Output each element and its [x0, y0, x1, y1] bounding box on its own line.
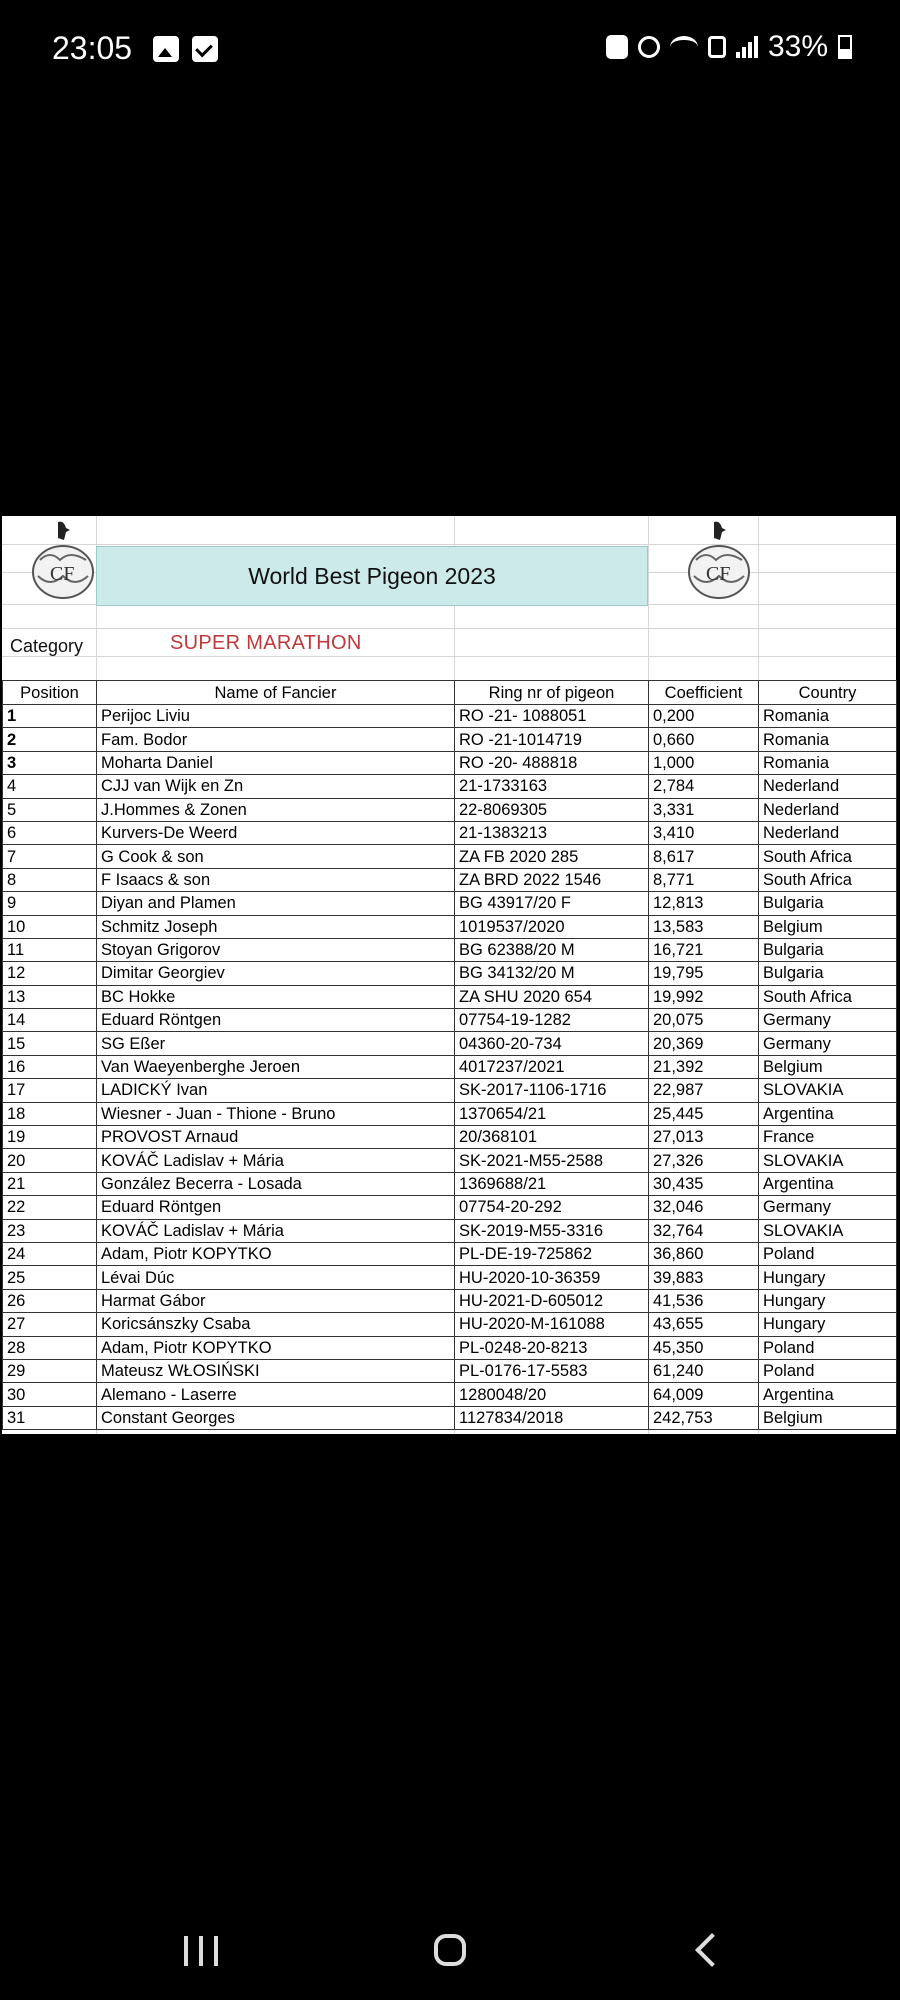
cell-coefficient: 41,536 — [649, 1289, 759, 1312]
cell-country: South Africa — [759, 868, 897, 891]
cell-fancier-name: BC Hokke — [97, 985, 455, 1008]
cell-fancier-name: G Cook & son — [97, 845, 455, 868]
cell-position: 28 — [3, 1336, 97, 1359]
cell-fancier-name: Dimitar Georgiev — [97, 962, 455, 985]
table-row — [3, 1032, 897, 1055]
cell-coefficient: 3,410 — [649, 821, 759, 844]
cell-ring-number: 1369688/21 — [455, 1172, 649, 1195]
cell-ring-number: HU-2020-10-36359 — [455, 1266, 649, 1289]
cell-country: Nederland — [759, 821, 897, 844]
table-row — [3, 798, 897, 821]
cell-coefficient: 242,753 — [649, 1406, 759, 1429]
cell-ring-number: ZA FB 2020 285 — [455, 845, 649, 868]
cell-ring-number: 21-1733163 — [455, 775, 649, 798]
table-row — [3, 1266, 897, 1289]
col-header-ring: Ring nr of pigeon — [455, 681, 649, 705]
cell-ring-number: BG 62388/20 M — [455, 938, 649, 961]
status-time: 23:05 — [52, 30, 133, 66]
cell-country: Poland — [759, 1359, 897, 1382]
cell-country: Belgium — [759, 915, 897, 938]
col-header-position: Position — [3, 681, 97, 705]
cell-fancier-name: KOVÁČ Ladislav + Mária — [97, 1219, 455, 1242]
cell-ring-number: SK-2017-1106-1716 — [455, 1079, 649, 1102]
cell-country: SLOVAKIA — [759, 1219, 897, 1242]
cell-ring-number: HU-2021-D-605012 — [455, 1289, 649, 1312]
table-body — [3, 705, 897, 1430]
table-row — [3, 1079, 897, 1102]
cell-ring-number: SK-2019-M55-3316 — [455, 1219, 649, 1242]
col-header-country: Country — [759, 681, 897, 705]
svg-text:CF: CF — [706, 563, 731, 585]
cell-ring-number: 22-8069305 — [455, 798, 649, 821]
col-header-coefficient: Coefficient — [649, 681, 759, 705]
cell-position: 9 — [3, 892, 97, 915]
cell-position: 31 — [3, 1406, 97, 1429]
cell-position: 21 — [3, 1172, 97, 1195]
table-row — [3, 892, 897, 915]
cell-position: 3 — [3, 751, 97, 774]
cell-country: Poland — [759, 1242, 897, 1265]
ranking-table — [2, 680, 897, 1430]
battery-percent: 33% — [767, 30, 828, 63]
cell-fancier-name: Diyan and Plamen — [97, 892, 455, 915]
table-row — [3, 705, 897, 728]
cell-country: Romania — [759, 751, 897, 774]
cell-country: SLOVAKIA — [759, 1149, 897, 1172]
cell-ring-number: ZA BRD 2022 1546 — [455, 868, 649, 891]
cell-position: 13 — [3, 985, 97, 1008]
cell-position: 2 — [3, 728, 97, 751]
cell-country: South Africa — [759, 985, 897, 1008]
table-row — [3, 1242, 897, 1265]
status-right-cluster — [606, 30, 852, 64]
cell-country: Hungary — [759, 1289, 897, 1312]
table-row — [3, 1219, 897, 1242]
cell-country: Poland — [759, 1336, 897, 1359]
alarm-icon — [638, 36, 660, 58]
cell-country: Argentina — [759, 1172, 897, 1195]
cell-ring-number: HU-2020-M-161088 — [455, 1313, 649, 1336]
cell-position: 1 — [3, 705, 97, 728]
table-row — [3, 1336, 897, 1359]
cell-ring-number: RO -21-1014719 — [455, 728, 649, 751]
cell-country: South Africa — [759, 845, 897, 868]
table-row — [3, 845, 897, 868]
cell-fancier-name: Adam, Piotr KOPYTKO — [97, 1242, 455, 1265]
cell-position: 17 — [3, 1079, 97, 1102]
cell-fancier-name: Van Waeyenberghe Jeroen — [97, 1055, 455, 1078]
cell-fancier-name: Wiesner - Juan - Thione - Bruno — [97, 1102, 455, 1125]
cell-coefficient: 8,771 — [649, 868, 759, 891]
cell-ring-number: RO -21- 1088051 — [455, 705, 649, 728]
category-value: SUPER MARATHON — [170, 632, 362, 654]
cell-coefficient: 2,784 — [649, 775, 759, 798]
cell-position: 10 — [3, 915, 97, 938]
cell-ring-number: PL-0176-17-5583 — [455, 1359, 649, 1382]
cell-country: Nederland — [759, 775, 897, 798]
cell-fancier-name: F Isaacs & son — [97, 868, 455, 891]
cell-coefficient: 30,435 — [649, 1172, 759, 1195]
cell-country: Germany — [759, 1009, 897, 1032]
cell-ring-number: 21-1383213 — [455, 821, 649, 844]
spreadsheet-image — [2, 516, 896, 1434]
table-row — [3, 1009, 897, 1032]
table-row — [3, 1359, 897, 1382]
cell-position: 26 — [3, 1289, 97, 1312]
cell-fancier-name: Harmat Gábor — [97, 1289, 455, 1312]
cell-fancier-name: Perijoc Liviu — [97, 705, 455, 728]
cell-country: Argentina — [759, 1102, 897, 1125]
cell-fancier-name: Stoyan Grigorov — [97, 938, 455, 961]
navigation-bar — [0, 1900, 900, 2000]
cell-country: SLOVAKIA — [759, 1079, 897, 1102]
cell-ring-number: 07754-19-1282 — [455, 1009, 649, 1032]
cell-position: 22 — [3, 1196, 97, 1219]
cell-coefficient: 20,369 — [649, 1032, 759, 1055]
cell-ring-number: 04360-20-734 — [455, 1032, 649, 1055]
cell-position: 23 — [3, 1219, 97, 1242]
federation-logo-left — [28, 520, 98, 602]
cell-coefficient: 27,326 — [649, 1149, 759, 1172]
cell-coefficient: 36,860 — [649, 1242, 759, 1265]
cell-coefficient: 8,617 — [649, 845, 759, 868]
cell-fancier-name: Eduard Röntgen — [97, 1009, 455, 1032]
cell-ring-number: 4017237/2021 — [455, 1055, 649, 1078]
signal-icon — [736, 36, 758, 58]
table-row — [3, 1383, 897, 1406]
cell-coefficient: 16,721 — [649, 938, 759, 961]
table-row — [3, 1196, 897, 1219]
table-row — [3, 1406, 897, 1429]
cell-fancier-name: Mateusz WŁOSIŃSKI — [97, 1359, 455, 1382]
cell-country: Argentina — [759, 1383, 897, 1406]
cell-fancier-name: PROVOST Arnaud — [97, 1126, 455, 1149]
cell-coefficient: 19,992 — [649, 985, 759, 1008]
cell-position: 6 — [3, 821, 97, 844]
cell-country: Hungary — [759, 1313, 897, 1336]
cell-ring-number: 1019537/2020 — [455, 915, 649, 938]
cell-country: Romania — [759, 728, 897, 751]
table-row — [3, 1313, 897, 1336]
cell-ring-number: RO -20- 488818 — [455, 751, 649, 774]
cell-position: 5 — [3, 798, 97, 821]
cell-coefficient: 32,046 — [649, 1196, 759, 1219]
cell-country: Romania — [759, 705, 897, 728]
table-row — [3, 751, 897, 774]
cell-coefficient: 13,583 — [649, 915, 759, 938]
back-button[interactable] — [695, 1933, 729, 1967]
cell-fancier-name: J.Hommes & Zonen — [97, 798, 455, 821]
cell-country: Bulgaria — [759, 962, 897, 985]
table-row — [3, 775, 897, 798]
cell-ring-number: BG 34132/20 M — [455, 962, 649, 985]
cell-position: 4 — [3, 775, 97, 798]
cell-position: 20 — [3, 1149, 97, 1172]
cell-ring-number: 1370654/21 — [455, 1102, 649, 1125]
table-row — [3, 915, 897, 938]
cell-position: 25 — [3, 1266, 97, 1289]
table-header-row — [3, 681, 897, 705]
cell-position: 18 — [3, 1102, 97, 1125]
status-bar — [0, 0, 900, 100]
cell-fancier-name: LADICKÝ Ivan — [97, 1079, 455, 1102]
cell-coefficient: 61,240 — [649, 1359, 759, 1382]
cell-fancier-name: González Becerra - Losada — [97, 1172, 455, 1195]
svg-text:CF: CF — [50, 563, 75, 585]
cell-fancier-name: Schmitz Joseph — [97, 915, 455, 938]
cell-position: 7 — [3, 845, 97, 868]
cell-coefficient: 45,350 — [649, 1336, 759, 1359]
cell-position: 11 — [3, 938, 97, 961]
cell-ring-number: ZA SHU 2020 654 — [455, 985, 649, 1008]
cell-fancier-name: Fam. Bodor — [97, 728, 455, 751]
cell-fancier-name: Koricsánszky Csaba — [97, 1313, 455, 1336]
cell-coefficient: 21,392 — [649, 1055, 759, 1078]
check-icon — [192, 36, 218, 62]
table-row — [3, 1102, 897, 1125]
table-row — [3, 985, 897, 1008]
wifi-icon — [670, 36, 698, 58]
call-icon — [708, 36, 726, 58]
cell-coefficient: 25,445 — [649, 1102, 759, 1125]
cell-ring-number: BG 43917/20 F — [455, 892, 649, 915]
cell-country: France — [759, 1126, 897, 1149]
cell-country: Belgium — [759, 1406, 897, 1429]
image-icon — [153, 36, 179, 62]
table-row — [3, 962, 897, 985]
table-row — [3, 1126, 897, 1149]
table-row — [3, 1149, 897, 1172]
cell-fancier-name: Alemano - Laserre — [97, 1383, 455, 1406]
table-row — [3, 821, 897, 844]
cell-position: 19 — [3, 1126, 97, 1149]
cell-country: Belgium — [759, 1055, 897, 1078]
battery-icon — [838, 35, 852, 59]
cell-coefficient: 27,013 — [649, 1126, 759, 1149]
cell-fancier-name: KOVÁČ Ladislav + Mária — [97, 1149, 455, 1172]
cell-coefficient: 0,200 — [649, 705, 759, 728]
cell-coefficient: 64,009 — [649, 1383, 759, 1406]
cell-position: 24 — [3, 1242, 97, 1265]
table-row — [3, 868, 897, 891]
table-row — [3, 728, 897, 751]
cell-position: 8 — [3, 868, 97, 891]
cell-coefficient: 43,655 — [649, 1313, 759, 1336]
table-row — [3, 938, 897, 961]
cell-fancier-name: Kurvers-De Weerd — [97, 821, 455, 844]
cell-position: 12 — [3, 962, 97, 985]
cell-position: 30 — [3, 1383, 97, 1406]
cell-fancier-name: Lévai Dúc — [97, 1266, 455, 1289]
cell-ring-number: PL-0248-20-8213 — [455, 1336, 649, 1359]
cell-fancier-name: Eduard Röntgen — [97, 1196, 455, 1219]
cell-ring-number: 07754-20-292 — [455, 1196, 649, 1219]
cell-fancier-name: Constant Georges — [97, 1406, 455, 1429]
cell-country: Bulgaria — [759, 938, 897, 961]
cell-country: Hungary — [759, 1266, 897, 1289]
home-button[interactable] — [434, 1934, 466, 1966]
cell-coefficient: 39,883 — [649, 1266, 759, 1289]
cell-fancier-name: CJJ van Wijk en Zn — [97, 775, 455, 798]
cell-position: 27 — [3, 1313, 97, 1336]
cell-ring-number: 20/368101 — [455, 1126, 649, 1149]
cell-fancier-name: SG Eßer — [97, 1032, 455, 1055]
cell-ring-number: 1280048/20 — [455, 1383, 649, 1406]
cell-coefficient: 20,075 — [649, 1009, 759, 1032]
cell-fancier-name: Adam, Piotr KOPYTKO — [97, 1336, 455, 1359]
sheet-title: World Best Pigeon 2023 — [96, 546, 648, 606]
cell-country: Germany — [759, 1196, 897, 1219]
cell-country: Nederland — [759, 798, 897, 821]
table-row — [3, 1289, 897, 1312]
cell-country: Germany — [759, 1032, 897, 1055]
federation-logo-right — [684, 520, 754, 602]
cell-coefficient: 1,000 — [649, 751, 759, 774]
save-icon — [606, 35, 628, 59]
table-row — [3, 1172, 897, 1195]
col-header-fancier: Name of Fancier — [97, 681, 455, 705]
cell-position: 14 — [3, 1009, 97, 1032]
cell-ring-number: SK-2021-M55-2588 — [455, 1149, 649, 1172]
category-label: Category — [10, 636, 84, 656]
cell-coefficient: 32,764 — [649, 1219, 759, 1242]
cell-position: 16 — [3, 1055, 97, 1078]
cell-ring-number: 1127834/2018 — [455, 1406, 649, 1429]
cell-coefficient: 0,660 — [649, 728, 759, 751]
cell-coefficient: 22,987 — [649, 1079, 759, 1102]
cell-position: 29 — [3, 1359, 97, 1382]
recent-apps-button[interactable] — [184, 1936, 218, 1966]
cell-fancier-name: Moharta Daniel — [97, 751, 455, 774]
cell-ring-number: PL-DE-19-725862 — [455, 1242, 649, 1265]
table-row — [3, 1055, 897, 1078]
cell-coefficient: 12,813 — [649, 892, 759, 915]
cell-position: 15 — [3, 1032, 97, 1055]
cell-coefficient: 19,795 — [649, 962, 759, 985]
cell-coefficient: 3,331 — [649, 798, 759, 821]
cell-country: Bulgaria — [759, 892, 897, 915]
